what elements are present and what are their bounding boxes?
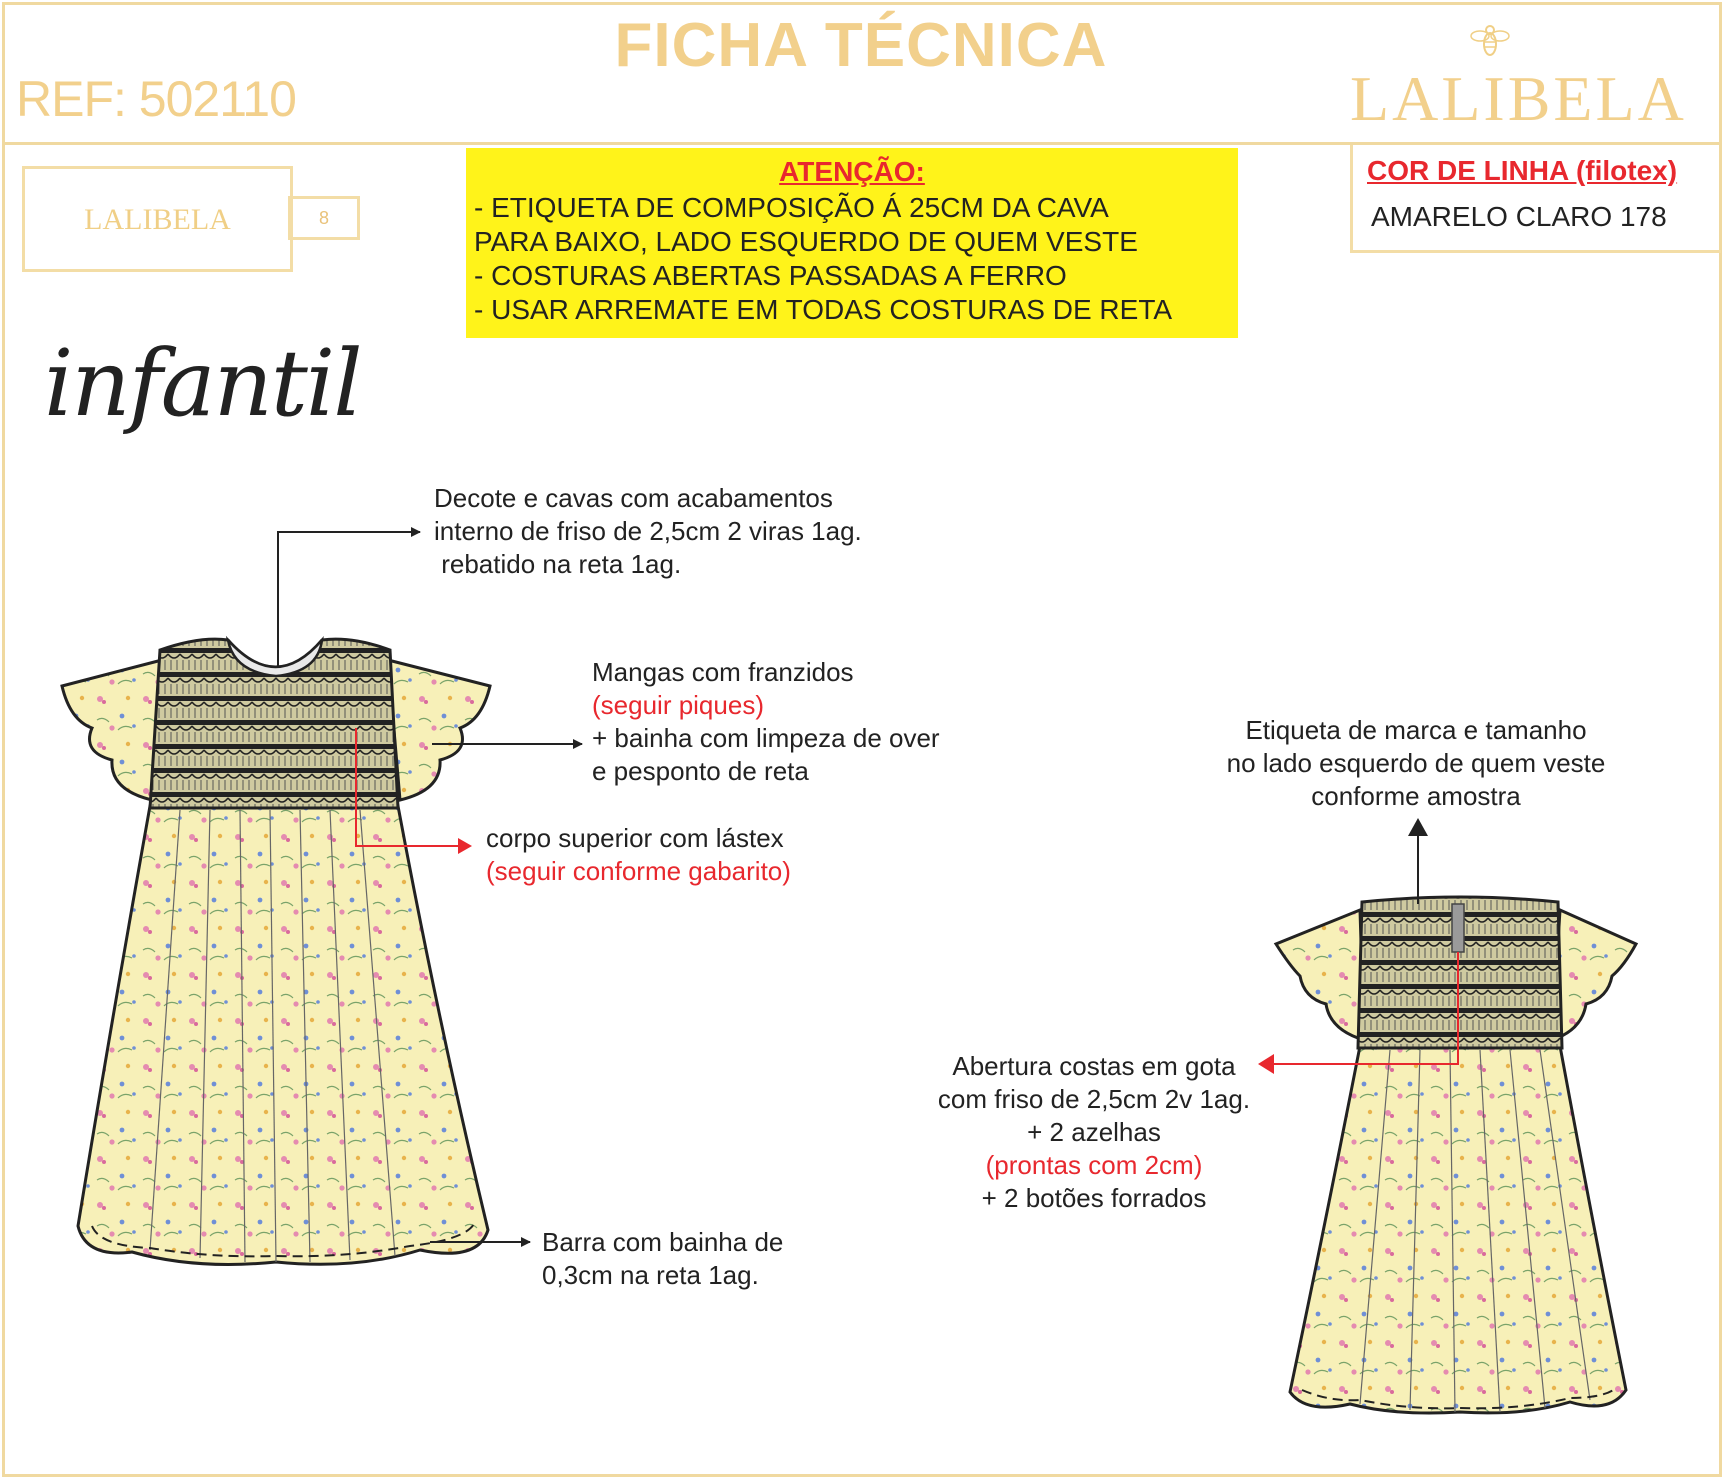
front-left-sleeve (62, 660, 162, 800)
note-line: Mangas com franzidos (592, 657, 854, 687)
reference-code: REF: 502110 (16, 71, 296, 127)
note-line: corpo superior com lástex (486, 823, 784, 853)
back-right-sleeve (1552, 910, 1636, 1040)
thread-heading: COR DE LINHA (filotex) (1367, 155, 1678, 186)
brand-logo: LALIBELA (1350, 63, 1687, 134)
page-title: FICHA TÉCNICA (614, 11, 1108, 80)
front-bodice (150, 639, 398, 808)
notice-line: - COSTURAS ABERTAS PASSADAS A FERRO (474, 260, 1067, 291)
note-line: 0,3cm na reta 1ag. (542, 1260, 759, 1290)
note-line: rebatido na reta 1ag. (434, 549, 682, 579)
note-line: Barra com bainha de (542, 1227, 784, 1257)
bodice-note (486, 822, 791, 888)
notice-heading: ATENÇÃO: (779, 156, 925, 187)
note-line: + 2 botões forrados (981, 1183, 1207, 1213)
label-size-tab: 8 (288, 196, 360, 240)
note-line: Etiqueta de marca e tamanho (1245, 715, 1587, 745)
notice-line: - ETIQUETA DE COMPOSIÇÃO Á 25CM DA CAVA (474, 192, 1109, 223)
back-left-sleeve (1276, 910, 1364, 1040)
note-line: com friso de 2,5cm 2v 1ag. (937, 1084, 1251, 1114)
back-opening-placket (1452, 904, 1464, 952)
notice-line: - USAR ARREMATE EM TODAS COSTURAS DE RETA (474, 294, 1173, 325)
neckline-note (434, 482, 862, 581)
note-line: Decote e cavas com acabamentos (434, 483, 833, 513)
note-line: (seguir piques) (592, 690, 764, 720)
notice-line: PARA BAIXO, LADO ESQUERDO DE QUEM VESTE (474, 226, 1138, 257)
front-skirt (78, 806, 488, 1264)
brand-label-note (1196, 714, 1636, 813)
back-skirt (1290, 1046, 1626, 1413)
note-line: + 2 azelhas (1027, 1117, 1161, 1147)
label-brand-text: LALIBELA (84, 203, 231, 236)
note-line: interno de friso de 2,5cm 2 viras 1ag. (434, 516, 862, 546)
note-line: (prontas com 2cm) (985, 1150, 1203, 1180)
note-line: e pesponto de reta (592, 756, 809, 786)
category-script: infantil (44, 330, 361, 437)
thread-value: AMARELO CLARO 178 (1371, 201, 1667, 232)
front-dress-drawing (62, 639, 490, 1264)
note-line: (seguir conforme gabarito) (486, 856, 791, 886)
hem-note (542, 1226, 783, 1292)
note-line: + bainha com limpeza de over (592, 723, 940, 753)
note-line: Abertura costas em gota (952, 1051, 1236, 1081)
back-dress-drawing (1276, 897, 1636, 1413)
note-line: no lado esquerdo de quem veste (1226, 748, 1606, 778)
sleeves-note (592, 656, 940, 788)
front-right-sleeve (388, 660, 490, 800)
back-opening-note (904, 1050, 1284, 1215)
note-line: conforme amostra (1311, 781, 1521, 811)
